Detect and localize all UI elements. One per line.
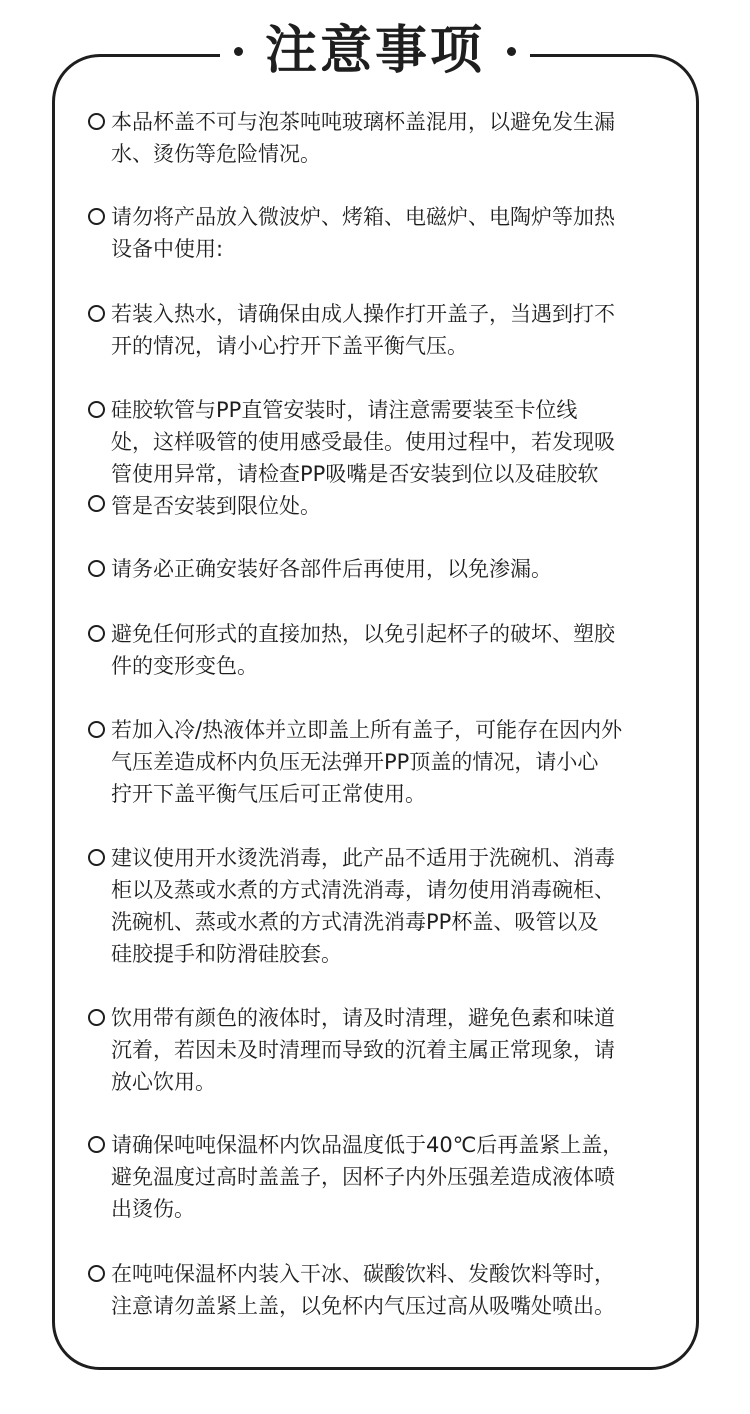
bullet-circle-icon <box>88 401 105 418</box>
bullet-circle-icon <box>88 1136 105 1153</box>
list-item-text: 若加入冷/热液体并立即盖上所有盖子，可能存在因内外 气压差造成杯内负压无法弹开PP顶盖的情况，请小心 拧开下盖平衡气压后可正常使用。 <box>111 718 623 806</box>
list-item <box>88 1002 668 1098</box>
bullet-circle-icon <box>88 305 105 322</box>
page-title: 注意事项 <box>264 21 485 81</box>
list-item-text: 硅胶软管与PP直管安装时，请注意需要装至卡位线 处，这样吸管的使用感受最佳。使用过程中，若发现吸 管使用异常，请检查PP吸嘴是否安装到位以及硅胶软 管是否安装到限位处。 <box>111 398 615 518</box>
list-item <box>88 1258 668 1322</box>
bullet-circle-icon <box>88 1265 105 1282</box>
title-left-dot <box>234 47 243 56</box>
list-item <box>88 842 668 970</box>
bullet-circle-icon <box>88 113 105 130</box>
list-item <box>88 618 668 682</box>
bullet-circle-icon <box>88 495 105 512</box>
list-item-text: 请勿将产品放入微波炉、烤箱、电磁炉、电陶炉等加热 设备中使用: <box>111 205 615 261</box>
list-item-text: 请务必正确安装好各部件后再使用，以免渗漏。 <box>111 557 552 581</box>
bullet-circle-icon <box>88 560 105 577</box>
list-item-text: 在吨吨保温杯内装入干冰、碳酸饮料、发酸饮料等时， 注意请勿盖紧上盖，以免杯内气压过高从吸嘴处喷出。 <box>111 1262 615 1318</box>
bullet-circle-icon <box>88 1009 105 1026</box>
list-item <box>88 201 668 265</box>
bullet-circle-icon <box>88 849 105 866</box>
list-item <box>88 553 668 585</box>
list-item <box>88 714 668 810</box>
title-bar <box>0 18 750 84</box>
list-item-text: 本品杯盖不可与泡茶吨吨玻璃杯盖混用，以避免发生漏 水、烫伤等危险情况。 <box>111 110 615 166</box>
list-item-text: 避免任何形式的直接加热，以免引起杯子的破坏、塑胶 件的变形变色。 <box>111 622 615 678</box>
list-item <box>88 394 668 522</box>
list-item <box>88 106 668 170</box>
list-item-text: 建议使用开水烫洗消毒，此产品不适用于洗碗机、消毒 柜以及蒸或水煮的方式清洗消毒，请勿使用消毒碗柜、 洗碗机、蒸或水煮的方式清洗消毒PP杯盖、吸管以及 硅胶提手和防滑硅胶套。 <box>111 846 615 966</box>
bullet-circle-icon <box>88 625 105 642</box>
list-item-text: 若装入热水，请确保由成人操作打开盖子，当遇到打不 开的情况，请小心拧开下盖平衡气压。 <box>111 302 615 358</box>
bullet-circle-icon <box>88 721 105 738</box>
list-item-text: 请确保吨吨保温杯内饮品温度低于40℃后再盖紧上盖， 避免温度过高时盖盖子，因杯子内外压强差造成液体喷 出烫伤。 <box>111 1133 624 1221</box>
title-right-dot <box>507 47 516 56</box>
list-item <box>88 298 668 362</box>
bullet-circle-icon <box>88 208 105 225</box>
list-item <box>88 1129 668 1225</box>
list-item-text: 饮用带有颜色的液体时，请及时清理，避免色素和味道 沉着，若因未及时清理而导致的沉着主属正常现象，请 放心饮用。 <box>111 1006 615 1094</box>
